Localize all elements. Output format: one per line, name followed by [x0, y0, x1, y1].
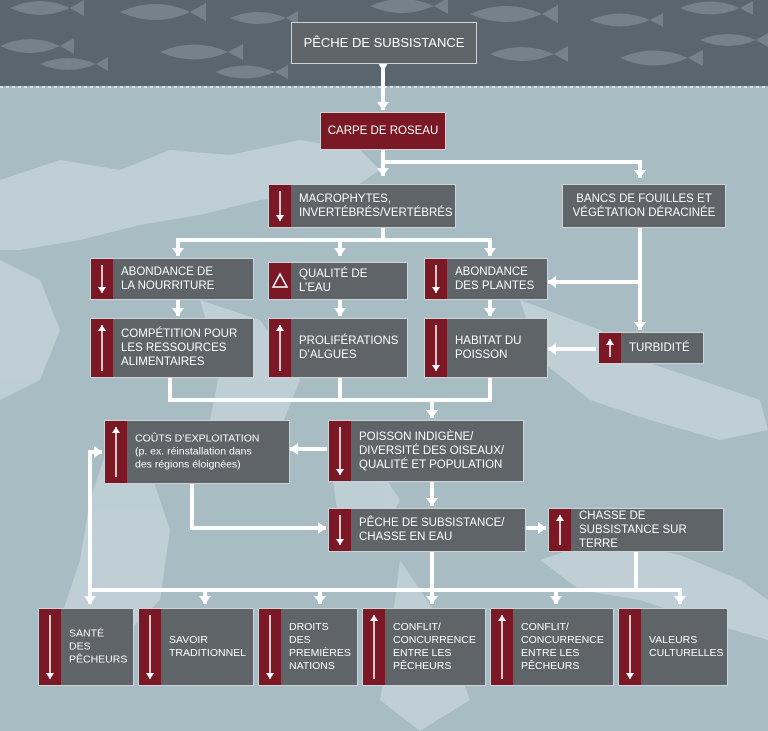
delta-icon: [269, 263, 291, 299]
abondance-plantes-label: ABONDANCE DES PLANTES: [455, 266, 535, 292]
bottom-node-savoir: [138, 608, 254, 686]
habitat-node: [424, 318, 548, 378]
bottom-label: CONFLIT/ CONCURRENCE ENTRE LES PÊCHEURS: [393, 621, 476, 672]
down-arrow-icon: [329, 421, 351, 481]
down-arrow-icon: [91, 259, 113, 299]
abondance-nourriture-label: ABONDANCE DE LA NOURRITURE: [121, 266, 215, 292]
bancs-node: [562, 184, 726, 228]
chasse-terre-label: CHASSE DE SUBSISTANCE SUR TERRE: [579, 510, 687, 550]
down-arrow-icon: [425, 259, 447, 299]
poisson-label: POISSON INDIGÈNE/ DIVERSITÉ DES OISEAUX/ QUALITÉ ET POPULATION: [359, 431, 505, 471]
down-arrow-icon: [619, 609, 641, 685]
bottom-node-sante: [38, 608, 134, 686]
proliferations-label: PROLIFÉRATIONS D’ALGUES: [299, 335, 399, 361]
turbidite-label: TURBIDITÉ: [629, 342, 690, 354]
couts-label: COÛTS D’EXPLOITATION (p. ex. réinstallation dans des régions éloignées): [135, 432, 260, 471]
subsistence-fishing-title: [291, 22, 477, 64]
up-arrow-icon: [269, 319, 291, 377]
macrophytes-label: MACROPHYTES, INVERTÉBRÉS/VERTÉBRÉS: [299, 193, 453, 219]
bottom-label: DROITS DES PREMIÈRES NATIONS: [289, 621, 351, 672]
down-arrow-icon: [329, 509, 351, 551]
peche-eau-label: PÊCHE DE SUBSISTANCE/ CHASSE EN EAU: [359, 517, 505, 543]
abondance-nourriture-node: [90, 258, 254, 300]
up-arrow-icon: [363, 609, 385, 685]
bottom-node-droits: [258, 608, 358, 686]
grass-carp-node: [320, 112, 446, 150]
qualite-eau-label: QUALITÉ DE L’EAU: [299, 268, 368, 294]
down-arrow-icon: [425, 319, 447, 377]
down-arrow-icon: [259, 609, 281, 685]
competition-node: [90, 318, 254, 378]
up-arrow-icon: [549, 509, 571, 551]
bancs-label: BANCS DE FOUILLES ET VÉGÉTATION DÉRACINÉE: [572, 193, 716, 219]
down-arrow-icon: [139, 609, 161, 685]
couts-node: [104, 420, 290, 484]
up-arrow-icon: [105, 421, 127, 483]
down-arrow-icon: [269, 185, 291, 227]
bottom-node-conflit-1: [362, 608, 486, 686]
bottom-label: VALEURS CULTURELLES: [649, 634, 724, 659]
peche-eau-node: [328, 508, 526, 552]
qualite-eau-node: [268, 262, 408, 300]
turbidite-node: [598, 332, 704, 364]
bottom-label: SAVOIR TRADITIONNEL: [169, 634, 247, 659]
down-arrow-icon: [39, 609, 61, 685]
poisson-node: [328, 420, 524, 482]
bottom-node-valeurs: [618, 608, 728, 686]
up-arrow-icon: [491, 609, 513, 685]
bottom-label: SANTÉ DES PÊCHEURS: [69, 627, 128, 666]
chasse-terre-node: [548, 508, 724, 552]
up-arrow-icon: [91, 319, 113, 377]
up-arrow-icon: [599, 333, 621, 363]
title-label: PÊCHE DE SUBSISTANCE: [303, 35, 465, 50]
bottom-node-conflit-2: [490, 608, 614, 686]
habitat-label: HABITAT DU POISSON: [455, 335, 522, 361]
carp-label: CARPE DE ROSEAU: [327, 125, 439, 137]
bottom-label: CONFLIT/ CONCURRENCE ENTRE LES PÊCHEURS: [521, 621, 604, 672]
proliferations-node: [268, 318, 408, 378]
competition-label: COMPÉTITION POUR LES RESSOURCES ALIMENTAIRES: [121, 328, 238, 368]
macrophytes-node: [268, 184, 456, 228]
abondance-plantes-node: [424, 258, 548, 300]
